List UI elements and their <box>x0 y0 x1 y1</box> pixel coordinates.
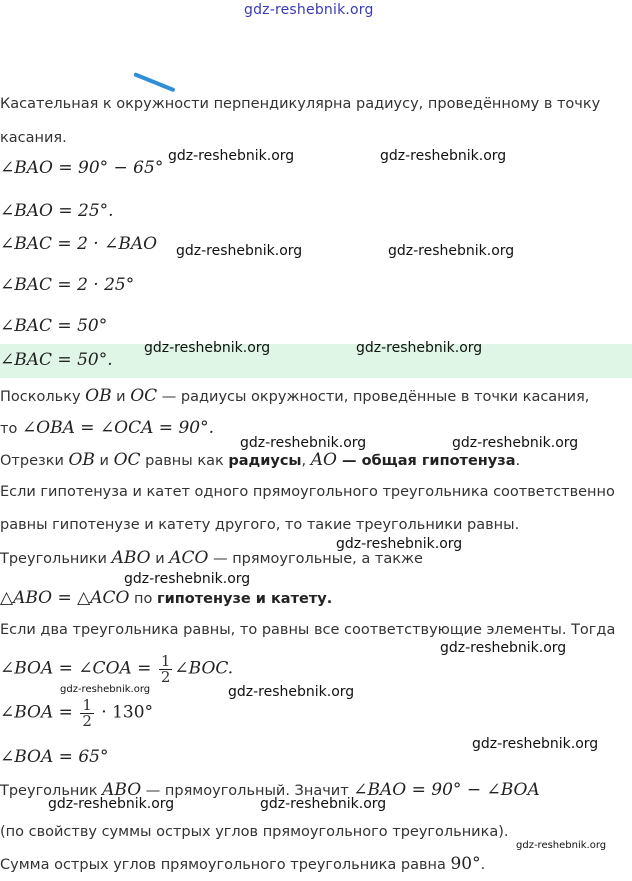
watermark-text: gdz-reshebnik.org <box>176 243 303 259</box>
watermark-text: gdz-reshebnik.org <box>228 684 355 700</box>
watermark-text: gdz-reshebnik.org <box>168 148 295 164</box>
formula-line: ∠BOA = ∠COA = $\frac{1}{2}$ ∠BOC. <box>0 652 234 686</box>
text-line: Если два треугольника равны, то равны все соответствующие элементы. Тогда <box>0 622 616 638</box>
watermark-text: gdz-reshebnik.org <box>516 840 607 851</box>
watermark-text: gdz-reshebnik.org <box>388 243 515 259</box>
formula-line: ∠BAO = 90° − 65° <box>0 158 164 178</box>
text-line: касания. <box>0 130 67 146</box>
watermark-text: gdz-reshebnik.org <box>60 684 151 695</box>
answer-line: ∠BAC = 50°. <box>0 350 113 370</box>
watermark-text: gdz-reshebnik.org <box>260 796 387 812</box>
watermark-text: gdz-reshebnik.org <box>48 796 175 812</box>
text-line: Если гипотенуза и катет одного прямоугольного треугольника соответственно <box>0 484 615 500</box>
text-line: Поскольку OB и OC — радиусы окружности, проведённые в точки касания, <box>0 386 590 406</box>
watermark-text: gdz-reshebnik.org <box>124 571 251 587</box>
watermark-text: gdz-reshebnik.org <box>440 640 567 656</box>
watermark-text: gdz-reshebnik.org <box>144 340 271 356</box>
fraction: $\frac{1}{2}$ <box>82 696 92 730</box>
fraction: $\frac{1}{2}$ <box>160 652 171 686</box>
watermark-text: gdz-reshebnik.org <box>240 435 367 451</box>
text-line: Треугольник ABO — прямоугольный. Значит ∠BAO = 90° − ∠BOA <box>0 780 540 800</box>
formula-line: ∠BOA = $\frac{1}{2}$ · 130° <box>0 696 154 730</box>
text-line: то ∠OBA = ∠OCA = 90°. <box>0 418 214 438</box>
formula-line: ∠BAC = 2 · 25° <box>0 275 135 295</box>
decorative-stroke <box>133 72 175 92</box>
text-line: Сумма острых углов прямоугольного треугольника равна 90°. <box>0 854 486 874</box>
watermark-text: gdz-reshebnik.org <box>380 148 507 164</box>
text-line: Касательная к окружности перпендикулярна радиусу, проведённому в точку <box>0 96 601 112</box>
watermark-text: gdz-reshebnik.org <box>356 340 483 356</box>
site-watermark-header: gdz-reshebnik.org <box>244 2 374 18</box>
text-line: равны гипотенузе и катету другого, то такие треугольники равны. <box>0 517 520 533</box>
formula-line: ∠BAC = 50° <box>0 316 108 336</box>
watermark-text: gdz-reshebnik.org <box>452 435 579 451</box>
text-line: Треугольники ABO и ACO — прямоугольные, а также <box>0 548 423 568</box>
formula-line: ∠BOA = 65° <box>0 747 109 767</box>
text-line: (по свойству суммы острых углов прямоугольного треугольника). <box>0 824 509 840</box>
text-line: Отрезки OB и OC равны как радиусы, AO — общая гипотенуза. <box>0 450 521 470</box>
watermark-text: gdz-reshebnik.org <box>472 736 599 752</box>
formula-line: ∠BAC = 2 · ∠BAO <box>0 234 158 254</box>
formula-line: ∠BAO = 25°. <box>0 201 114 221</box>
text-line: △ABO = △ACO по гипотенузе и катету. <box>0 588 333 608</box>
watermark-text: gdz-reshebnik.org <box>336 536 463 552</box>
